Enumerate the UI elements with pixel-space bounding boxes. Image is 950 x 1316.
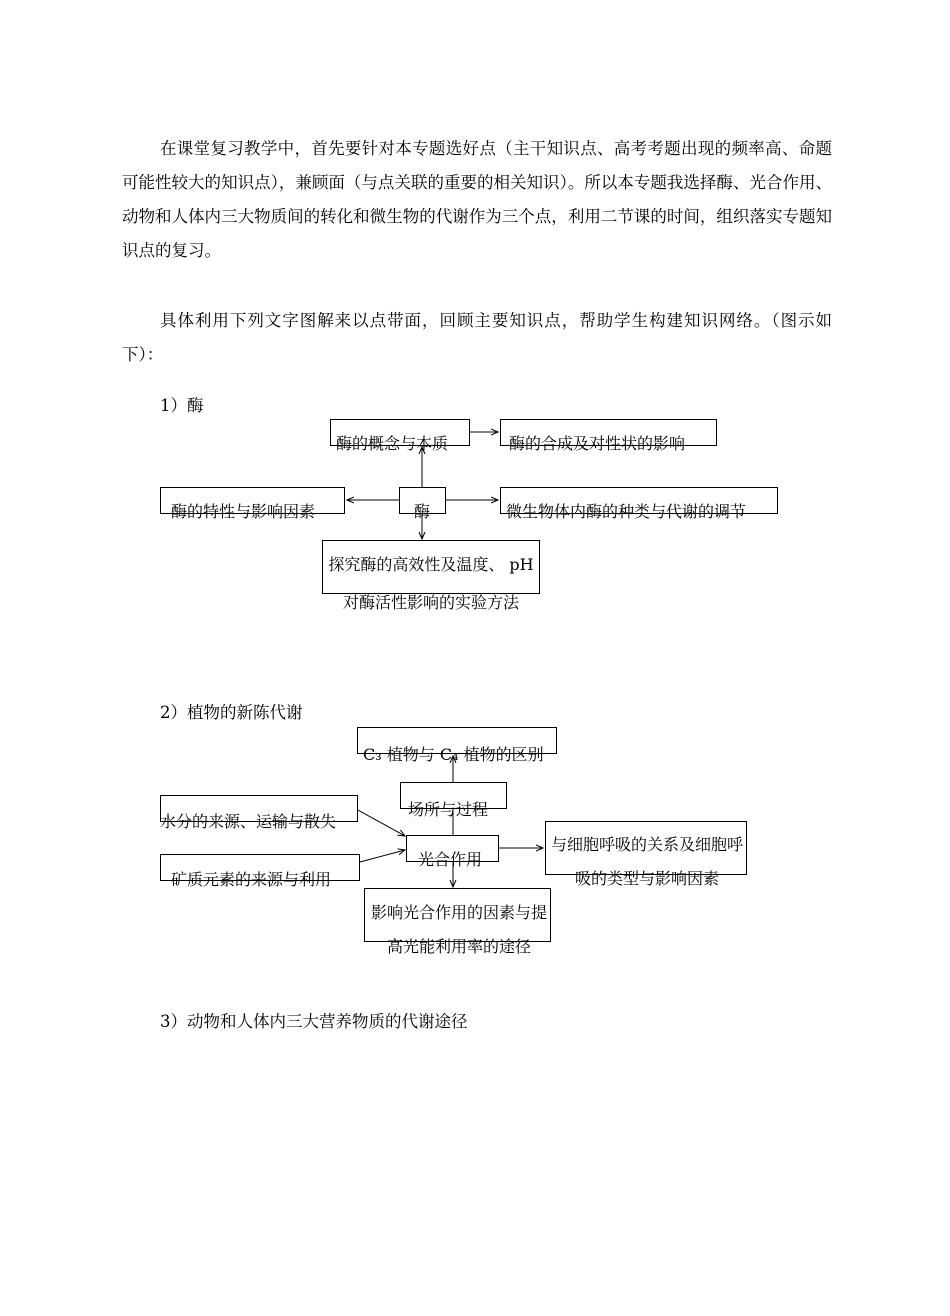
- node-respiration-label: 与细胞呼吸的关系及细胞呼吸的类型与影响因素: [550, 835, 743, 888]
- node-factors-label: 影响光合作用的因素与提高光能利用率的途径: [370, 903, 547, 956]
- node-site-label: 场所与过程: [408, 800, 489, 819]
- section2-heading: 2）植物的新陈代谢: [160, 703, 303, 722]
- node-center-label: 酶: [414, 502, 431, 521]
- node-synthesis-label: 酶的合成及对性状的影响: [509, 434, 686, 453]
- node-experiment-label: 探究酶的高效性及温度、 pH 对酶活性影响的实验方法: [328, 555, 534, 612]
- node-microbe-label: 微生物体内酶的种类与代谢的调节: [506, 502, 747, 521]
- node-center2-label: 光合作用: [418, 850, 483, 869]
- node-concept-label: 酶的概念与本质: [336, 434, 449, 453]
- node-c3c4-label: C₃ 植物与 C₄ 植物的区别: [363, 745, 544, 764]
- node-mineral-label: 矿质元素的来源与利用: [171, 870, 332, 889]
- node-water-label: 水分的来源、运输与散失: [160, 812, 337, 831]
- section1-heading: 1）酶: [160, 396, 204, 415]
- intro-paragraph-1: 在课堂复习教学中，首先要针对本专题选好点（主干知识点、高考考题出现的频率高、命题可能性较大的知识点），兼顾面（与点关联的重要的相关知识）。所以本专题我选择酶、光合作用、动物和人体内三大物质间的转化和微生物的代谢作为三个点，利用二节课的时间，组织落实专题知识点的复习。: [122, 139, 832, 260]
- section3-heading: 3）动物和人体内三大营养物质的代谢途径: [160, 1012, 468, 1031]
- intro-paragraph-2: 具体利用下列文字图解来以点带面，回顾主要知识点，帮助学生构建知识网络。（图示如下）：: [122, 311, 832, 364]
- node-properties-label: 酶的特性与影响因素: [171, 502, 316, 521]
- arrow-water-to-center: [358, 810, 405, 836]
- arrow-mineral-to-center: [360, 850, 405, 862]
